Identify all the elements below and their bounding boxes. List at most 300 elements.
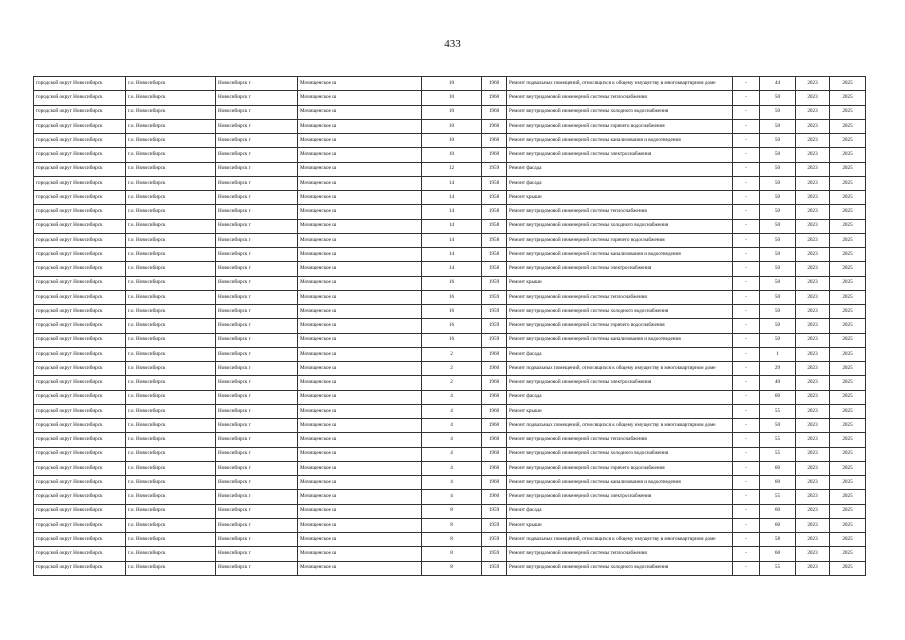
cost-cell: 50: [760, 134, 796, 148]
cost-cell: 58: [760, 533, 796, 547]
cost-cell: 50: [760, 333, 796, 347]
start-year-cell: 2023: [796, 447, 830, 461]
start-year-cell: 2023: [796, 533, 830, 547]
dash-cell: -: [733, 290, 760, 304]
city-cell: г.о. Новосибирск: [126, 447, 216, 461]
table-row: [34, 248, 866, 262]
city-cell: г.о. Новосибирск: [126, 119, 216, 133]
okrug-cell: городской округ Новосибирск: [34, 205, 126, 219]
build-year-cell: 1960: [482, 404, 507, 418]
okrug-cell: городской округ Новосибирск: [34, 547, 126, 561]
locality-cell: Новосибирск г: [216, 105, 298, 119]
build-year-cell: 1960: [482, 119, 507, 133]
street-cell: Мочищенское ш: [298, 547, 422, 561]
house-number-cell: 14: [422, 191, 482, 205]
okrug-cell: городской округ Новосибирск: [34, 533, 126, 547]
end-year-cell: 2025: [830, 362, 866, 376]
okrug-cell: городской округ Новосибирск: [34, 433, 126, 447]
street-cell: Мочищенское ш: [298, 77, 422, 91]
street-cell: Мочищенское ш: [298, 476, 422, 490]
house-number-cell: 16: [422, 333, 482, 347]
dash-cell: -: [733, 490, 760, 504]
locality-cell: Новосибирск г: [216, 362, 298, 376]
start-year-cell: 2023: [796, 119, 830, 133]
cost-cell: 50: [760, 233, 796, 247]
okrug-cell: городской округ Новосибирск: [34, 119, 126, 133]
street-cell: Мочищенское ш: [298, 433, 422, 447]
work-type-cell: Ремонт фасада: [507, 390, 733, 404]
dash-cell: -: [733, 262, 760, 276]
work-type-cell: Ремонт подвальных помещений, относящихся к общему имуществу в многоквартирном доме: [507, 362, 733, 376]
start-year-cell: 2023: [796, 148, 830, 162]
okrug-cell: городской округ Новосибирск: [34, 176, 126, 190]
dash-cell: -: [733, 376, 760, 390]
start-year-cell: 2023: [796, 390, 830, 404]
work-type-cell: Ремонт внутридомовой инженерной системы электроснабжения: [507, 376, 733, 390]
dash-cell: -: [733, 162, 760, 176]
house-number-cell: 10: [422, 77, 482, 91]
start-year-cell: 2023: [796, 205, 830, 219]
table-row: [34, 561, 866, 575]
work-type-cell: Ремонт подвальных помещений, относящихся к общему имуществу в многоквартирном доме: [507, 77, 733, 91]
cost-cell: 50: [760, 305, 796, 319]
repair-registry-table: [33, 76, 866, 576]
work-type-cell: Ремонт фасада: [507, 347, 733, 361]
house-number-cell: 16: [422, 290, 482, 304]
dash-cell: -: [733, 248, 760, 262]
house-number-cell: 10: [422, 91, 482, 105]
end-year-cell: 2025: [830, 347, 866, 361]
locality-cell: Новосибирск г: [216, 248, 298, 262]
build-year-cell: 1958: [482, 191, 507, 205]
okrug-cell: городской округ Новосибирск: [34, 333, 126, 347]
house-number-cell: 14: [422, 176, 482, 190]
work-type-cell: Ремонт внутридомовой инженерной системы холодного водоснабжения: [507, 561, 733, 575]
okrug-cell: городской округ Новосибирск: [34, 347, 126, 361]
cost-cell: 50: [760, 91, 796, 105]
table-row: [34, 105, 866, 119]
build-year-cell: 1959: [482, 333, 507, 347]
street-cell: Мочищенское ш: [298, 347, 422, 361]
end-year-cell: 2025: [830, 404, 866, 418]
dash-cell: -: [733, 176, 760, 190]
start-year-cell: 2023: [796, 333, 830, 347]
page-number: 433: [444, 38, 461, 50]
cost-cell: 60: [760, 390, 796, 404]
locality-cell: Новосибирск г: [216, 404, 298, 418]
work-type-cell: Ремонт внутридомовой инженерной системы электроснабжения: [507, 490, 733, 504]
house-number-cell: 2: [422, 376, 482, 390]
build-year-cell: 1960: [482, 362, 507, 376]
cost-cell: 55: [760, 561, 796, 575]
okrug-cell: городской округ Новосибирск: [34, 376, 126, 390]
table-row: [34, 191, 866, 205]
build-year-cell: 1960: [482, 490, 507, 504]
locality-cell: Новосибирск г: [216, 490, 298, 504]
city-cell: г.о. Новосибирск: [126, 547, 216, 561]
house-number-cell: 14: [422, 248, 482, 262]
city-cell: г.о. Новосибирск: [126, 533, 216, 547]
table-row: [34, 305, 866, 319]
okrug-cell: городской округ Новосибирск: [34, 191, 126, 205]
city-cell: г.о. Новосибирск: [126, 504, 216, 518]
dash-cell: -: [733, 233, 760, 247]
table-row: [34, 518, 866, 532]
cost-cell: 50: [760, 162, 796, 176]
cost-cell: 29: [760, 362, 796, 376]
city-cell: г.о. Новосибирск: [126, 461, 216, 475]
cost-cell: 60: [760, 476, 796, 490]
dash-cell: -: [733, 105, 760, 119]
house-number-cell: 12: [422, 162, 482, 176]
city-cell: г.о. Новосибирск: [126, 476, 216, 490]
build-year-cell: 1960: [482, 347, 507, 361]
end-year-cell: 2025: [830, 461, 866, 475]
street-cell: Мочищенское ш: [298, 490, 422, 504]
work-type-cell: Ремонт внутридомовой инженерной системы канализования и водоотведения: [507, 333, 733, 347]
street-cell: Мочищенское ш: [298, 404, 422, 418]
start-year-cell: 2023: [796, 219, 830, 233]
start-year-cell: 2023: [796, 91, 830, 105]
cost-cell: 50: [760, 276, 796, 290]
street-cell: Мочищенское ш: [298, 561, 422, 575]
cost-cell: 50: [760, 176, 796, 190]
dash-cell: -: [733, 547, 760, 561]
okrug-cell: городской округ Новосибирск: [34, 461, 126, 475]
start-year-cell: 2023: [796, 276, 830, 290]
work-type-cell: Ремонт внутридомовой инженерной системы горячего водоснабжения: [507, 233, 733, 247]
street-cell: Мочищенское ш: [298, 504, 422, 518]
build-year-cell: 1958: [482, 262, 507, 276]
work-type-cell: Ремонт внутридомовой инженерной системы холодного водоснабжения: [507, 447, 733, 461]
okrug-cell: городской округ Новосибирск: [34, 91, 126, 105]
build-year-cell: 1959: [482, 504, 507, 518]
dash-cell: -: [733, 419, 760, 433]
table-row: [34, 461, 866, 475]
house-number-cell: 4: [422, 490, 482, 504]
table-row: [34, 176, 866, 190]
table-row: [34, 504, 866, 518]
okrug-cell: городской округ Новосибирск: [34, 447, 126, 461]
okrug-cell: городской округ Новосибирск: [34, 305, 126, 319]
okrug-cell: городской округ Новосибирск: [34, 490, 126, 504]
house-number-cell: 10: [422, 148, 482, 162]
locality-cell: Новосибирск г: [216, 533, 298, 547]
city-cell: г.о. Новосибирск: [126, 91, 216, 105]
house-number-cell: 8: [422, 504, 482, 518]
house-number-cell: 4: [422, 390, 482, 404]
table-row: [34, 404, 866, 418]
street-cell: Мочищенское ш: [298, 305, 422, 319]
end-year-cell: 2025: [830, 504, 866, 518]
start-year-cell: 2023: [796, 290, 830, 304]
end-year-cell: 2025: [830, 305, 866, 319]
end-year-cell: 2025: [830, 262, 866, 276]
locality-cell: Новосибирск г: [216, 390, 298, 404]
end-year-cell: 2025: [830, 447, 866, 461]
city-cell: г.о. Новосибирск: [126, 561, 216, 575]
locality-cell: Новосибирск г: [216, 119, 298, 133]
start-year-cell: 2023: [796, 362, 830, 376]
start-year-cell: 2023: [796, 162, 830, 176]
house-number-cell: 4: [422, 476, 482, 490]
house-number-cell: 14: [422, 219, 482, 233]
work-type-cell: Ремонт крыши: [507, 518, 733, 532]
end-year-cell: 2025: [830, 533, 866, 547]
house-number-cell: 4: [422, 433, 482, 447]
locality-cell: Новосибирск г: [216, 290, 298, 304]
table-row: [34, 276, 866, 290]
street-cell: Мочищенское ш: [298, 518, 422, 532]
start-year-cell: 2023: [796, 347, 830, 361]
end-year-cell: 2025: [830, 205, 866, 219]
build-year-cell: 1959: [482, 518, 507, 532]
street-cell: Мочищенское ш: [298, 290, 422, 304]
locality-cell: Новосибирск г: [216, 134, 298, 148]
house-number-cell: 16: [422, 319, 482, 333]
work-type-cell: Ремонт внутридомовой инженерной системы канализования и водоотведения: [507, 248, 733, 262]
start-year-cell: 2023: [796, 262, 830, 276]
cost-cell: 50: [760, 191, 796, 205]
table-row: [34, 91, 866, 105]
locality-cell: Новосибирск г: [216, 518, 298, 532]
build-year-cell: 1960: [482, 91, 507, 105]
end-year-cell: 2025: [830, 119, 866, 133]
locality-cell: Новосибирск г: [216, 276, 298, 290]
start-year-cell: 2023: [796, 233, 830, 247]
build-year-cell: 1959: [482, 290, 507, 304]
table-row: [34, 433, 866, 447]
house-number-cell: 16: [422, 276, 482, 290]
table-row: [34, 162, 866, 176]
cost-cell: 40: [760, 376, 796, 390]
build-year-cell: 1960: [482, 419, 507, 433]
locality-cell: Новосибирск г: [216, 547, 298, 561]
start-year-cell: 2023: [796, 77, 830, 91]
city-cell: г.о. Новосибирск: [126, 362, 216, 376]
build-year-cell: 1958: [482, 219, 507, 233]
cost-cell: 50: [760, 248, 796, 262]
locality-cell: Новосибирск г: [216, 77, 298, 91]
dash-cell: -: [733, 362, 760, 376]
city-cell: г.о. Новосибирск: [126, 176, 216, 190]
build-year-cell: 1958: [482, 176, 507, 190]
build-year-cell: 1960: [482, 390, 507, 404]
dash-cell: -: [733, 148, 760, 162]
end-year-cell: 2025: [830, 105, 866, 119]
dash-cell: -: [733, 461, 760, 475]
build-year-cell: 1959: [482, 319, 507, 333]
locality-cell: Новосибирск г: [216, 347, 298, 361]
work-type-cell: Ремонт крыши: [507, 191, 733, 205]
street-cell: Мочищенское ш: [298, 191, 422, 205]
locality-cell: Новосибирск г: [216, 191, 298, 205]
work-type-cell: Ремонт внутридомовой инженерной системы электроснабжения: [507, 148, 733, 162]
street-cell: Мочищенское ш: [298, 205, 422, 219]
table-row: [34, 447, 866, 461]
build-year-cell: 1960: [482, 105, 507, 119]
work-type-cell: Ремонт крыши: [507, 404, 733, 418]
build-year-cell: 1959: [482, 561, 507, 575]
work-type-cell: Ремонт внутридомовой инженерной системы горячего водоснабжения: [507, 319, 733, 333]
build-year-cell: 1958: [482, 205, 507, 219]
okrug-cell: городской округ Новосибирск: [34, 290, 126, 304]
end-year-cell: 2025: [830, 77, 866, 91]
house-number-cell: 10: [422, 134, 482, 148]
cost-cell: 44: [760, 77, 796, 91]
table-row: [34, 533, 866, 547]
build-year-cell: 1960: [482, 134, 507, 148]
start-year-cell: 2023: [796, 305, 830, 319]
start-year-cell: 2023: [796, 433, 830, 447]
dash-cell: -: [733, 219, 760, 233]
table-row: [34, 333, 866, 347]
city-cell: г.о. Новосибирск: [126, 219, 216, 233]
end-year-cell: 2025: [830, 419, 866, 433]
dash-cell: -: [733, 333, 760, 347]
street-cell: Мочищенское ш: [298, 333, 422, 347]
start-year-cell: 2023: [796, 547, 830, 561]
street-cell: Мочищенское ш: [298, 219, 422, 233]
dash-cell: -: [733, 447, 760, 461]
build-year-cell: 1959: [482, 305, 507, 319]
street-cell: Мочищенское ш: [298, 319, 422, 333]
city-cell: г.о. Новосибирск: [126, 518, 216, 532]
cost-cell: 50: [760, 105, 796, 119]
okrug-cell: городской округ Новосибирск: [34, 219, 126, 233]
locality-cell: Новосибирск г: [216, 433, 298, 447]
end-year-cell: 2025: [830, 547, 866, 561]
end-year-cell: 2025: [830, 433, 866, 447]
city-cell: г.о. Новосибирск: [126, 262, 216, 276]
end-year-cell: 2025: [830, 219, 866, 233]
house-number-cell: 14: [422, 262, 482, 276]
start-year-cell: 2023: [796, 404, 830, 418]
dash-cell: -: [733, 205, 760, 219]
city-cell: г.о. Новосибирск: [126, 376, 216, 390]
city-cell: г.о. Новосибирск: [126, 433, 216, 447]
locality-cell: Новосибирск г: [216, 376, 298, 390]
end-year-cell: 2025: [830, 333, 866, 347]
locality-cell: Новосибирск г: [216, 419, 298, 433]
start-year-cell: 2023: [796, 248, 830, 262]
end-year-cell: 2025: [830, 319, 866, 333]
start-year-cell: 2023: [796, 105, 830, 119]
house-number-cell: 2: [422, 347, 482, 361]
table-row: [34, 347, 866, 361]
work-type-cell: Ремонт внутридомовой инженерной системы электроснабжения: [507, 262, 733, 276]
dash-cell: -: [733, 119, 760, 133]
cost-cell: 55: [760, 490, 796, 504]
locality-cell: Новосибирск г: [216, 476, 298, 490]
city-cell: г.о. Новосибирск: [126, 390, 216, 404]
start-year-cell: 2023: [796, 191, 830, 205]
okrug-cell: городской округ Новосибирск: [34, 262, 126, 276]
dash-cell: -: [733, 276, 760, 290]
end-year-cell: 2025: [830, 191, 866, 205]
cost-cell: 1: [760, 347, 796, 361]
street-cell: Мочищенское ш: [298, 447, 422, 461]
start-year-cell: 2023: [796, 376, 830, 390]
locality-cell: Новосибирск г: [216, 447, 298, 461]
end-year-cell: 2025: [830, 134, 866, 148]
dash-cell: -: [733, 533, 760, 547]
street-cell: Мочищенское ш: [298, 362, 422, 376]
house-number-cell: 14: [422, 205, 482, 219]
build-year-cell: 1960: [482, 461, 507, 475]
end-year-cell: 2025: [830, 290, 866, 304]
city-cell: г.о. Новосибирск: [126, 319, 216, 333]
build-year-cell: 1960: [482, 77, 507, 91]
okrug-cell: городской округ Новосибирск: [34, 419, 126, 433]
end-year-cell: 2025: [830, 162, 866, 176]
locality-cell: Новосибирск г: [216, 504, 298, 518]
house-number-cell: 4: [422, 419, 482, 433]
street-cell: Мочищенское ш: [298, 276, 422, 290]
work-type-cell: Ремонт внутридомовой инженерной системы холодного водоснабжения: [507, 105, 733, 119]
city-cell: г.о. Новосибирск: [126, 233, 216, 247]
house-number-cell: 2: [422, 362, 482, 376]
table-row: [34, 119, 866, 133]
table-row: [34, 134, 866, 148]
city-cell: г.о. Новосибирск: [126, 290, 216, 304]
house-number-cell: 16: [422, 305, 482, 319]
cost-cell: 60: [760, 504, 796, 518]
okrug-cell: городской округ Новосибирск: [34, 77, 126, 91]
start-year-cell: 2023: [796, 419, 830, 433]
dash-cell: -: [733, 77, 760, 91]
table-row: [34, 376, 866, 390]
street-cell: Мочищенское ш: [298, 461, 422, 475]
house-number-cell: 4: [422, 461, 482, 475]
end-year-cell: 2025: [830, 376, 866, 390]
locality-cell: Новосибирск г: [216, 162, 298, 176]
locality-cell: Новосибирск г: [216, 233, 298, 247]
city-cell: г.о. Новосибирск: [126, 105, 216, 119]
city-cell: г.о. Новосибирск: [126, 248, 216, 262]
dash-cell: -: [733, 390, 760, 404]
work-type-cell: Ремонт фасада: [507, 176, 733, 190]
build-year-cell: 1960: [482, 433, 507, 447]
okrug-cell: городской округ Новосибирск: [34, 404, 126, 418]
start-year-cell: 2023: [796, 461, 830, 475]
work-type-cell: Ремонт внутридомовой инженерной системы горячего водоснабжения: [507, 119, 733, 133]
work-type-cell: Ремонт внутридомовой инженерной системы теплоснабжения: [507, 205, 733, 219]
start-year-cell: 2023: [796, 134, 830, 148]
build-year-cell: 1960: [482, 447, 507, 461]
build-year-cell: 1960: [482, 376, 507, 390]
city-cell: г.о. Новосибирск: [126, 191, 216, 205]
house-number-cell: 8: [422, 561, 482, 575]
locality-cell: Новосибирск г: [216, 561, 298, 575]
end-year-cell: 2025: [830, 490, 866, 504]
work-type-cell: Ремонт внутридомовой инженерной системы горячего водоснабжения: [507, 461, 733, 475]
table-row: [34, 219, 866, 233]
street-cell: Мочищенское ш: [298, 390, 422, 404]
end-year-cell: 2025: [830, 561, 866, 575]
street-cell: Мочищенское ш: [298, 533, 422, 547]
city-cell: г.о. Новосибирск: [126, 490, 216, 504]
dash-cell: -: [733, 504, 760, 518]
build-year-cell: 1959: [482, 547, 507, 561]
house-number-cell: 10: [422, 119, 482, 133]
locality-cell: Новосибирск г: [216, 176, 298, 190]
table-row: [34, 233, 866, 247]
cost-cell: 60: [760, 461, 796, 475]
end-year-cell: 2025: [830, 390, 866, 404]
work-type-cell: Ремонт подвальных помещений, относящихся к общему имуществу в многоквартирном доме: [507, 533, 733, 547]
okrug-cell: городской округ Новосибирск: [34, 476, 126, 490]
